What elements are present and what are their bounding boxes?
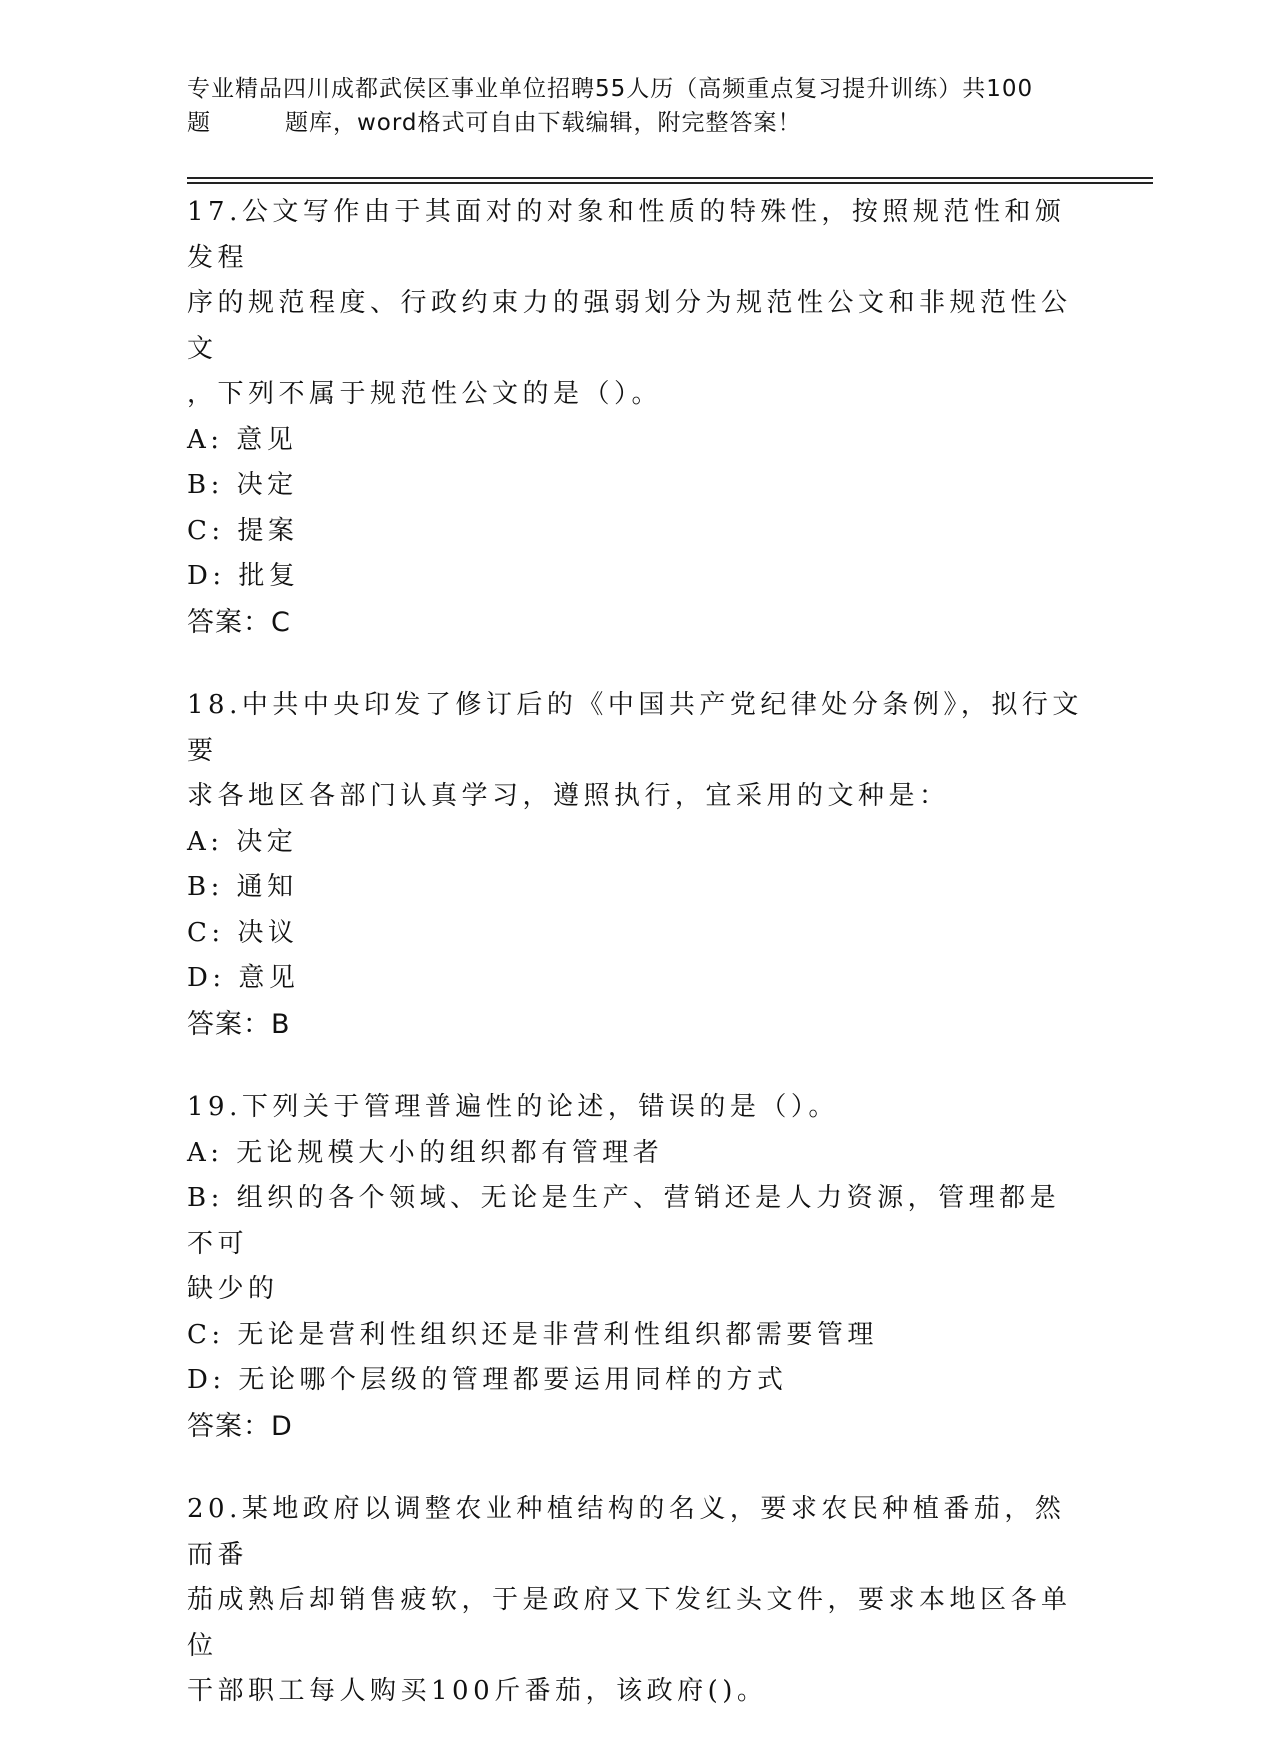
option-a: A: 决定 <box>187 826 298 857</box>
question-text-line: 干部职工每人购买100斤番茄，该政府()。 <box>187 1676 768 1706</box>
question-20 <box>187 1487 1087 1715</box>
option-b: B: 决定 <box>187 470 298 500</box>
answer-label: 答案：D <box>187 1410 293 1442</box>
question-text-line: 19.下列关于管理普遍性的论述，错误的是（）。 <box>187 1092 839 1122</box>
option-d: D: 批复 <box>187 561 300 591</box>
question-text-line: 求各地区各部门认真学习，遵照执行，宜采用的文种是： <box>187 781 950 811</box>
header-subtitle-left: 题 <box>187 110 211 136</box>
option-b: B: 通知 <box>187 872 298 902</box>
question-17 <box>187 190 1087 645</box>
question-text-line: 18.中共中央印发了修订后的《中国共产党纪律处分条例》，拟行文要 <box>187 690 1083 766</box>
question-text-line: 17.公文写作由于其面对的对象和性质的特殊性，按照规范性和颁发程 <box>187 197 1066 273</box>
document-header <box>187 72 1067 140</box>
header-title-line: 专业精品四川成都武侯区事业单位招聘55人历（高频重点复习提升训练）共100 <box>187 76 1034 102</box>
option-d: D: 无论哪个层级的管理都要运用同样的方式 <box>187 1365 788 1395</box>
header-subtitle-right: 题库，word格式可自由下载编辑，附完整答案！ <box>285 110 802 136</box>
option-b: B: 组织的各个领域、无论是生产、营销还是人力资源，管理都是不可 缺少的 <box>187 1183 1061 1304</box>
question-18 <box>187 683 1087 1047</box>
answer-label: 答案：C <box>187 606 291 638</box>
question-text-line: 20.某地政府以调整农业种植结构的名义，要求农民种植番茄，然而番 <box>187 1494 1066 1570</box>
option-c: C: 提案 <box>187 515 299 546</box>
header-divider-top <box>187 177 1153 179</box>
option-c: C: 决议 <box>187 917 299 948</box>
question-text-line: 茄成熟后却销售疲软，于是政府又下发红头文件，要求本地区各单位 <box>187 1585 1072 1661</box>
answer-label: 答案：B <box>187 1008 291 1040</box>
header-subtitle-line <box>187 106 1067 140</box>
option-a: A: 意见 <box>187 424 298 455</box>
question-text-line: ，下列不属于规范性公文的是（）。 <box>187 379 663 409</box>
questions-list <box>187 190 1087 1753</box>
question-19 <box>187 1085 1087 1449</box>
option-a: A: 无论规模大小的组织都有管理者 <box>187 1137 664 1168</box>
question-text-line: 序的规范程度、行政约束力的强弱划分为规范性公文和非规范性公文 <box>187 288 1072 364</box>
header-divider-bottom <box>187 182 1153 184</box>
option-d: D: 意见 <box>187 963 300 993</box>
option-c: C: 无论是营利性组织还是非营利性组织都需要管理 <box>187 1319 878 1350</box>
